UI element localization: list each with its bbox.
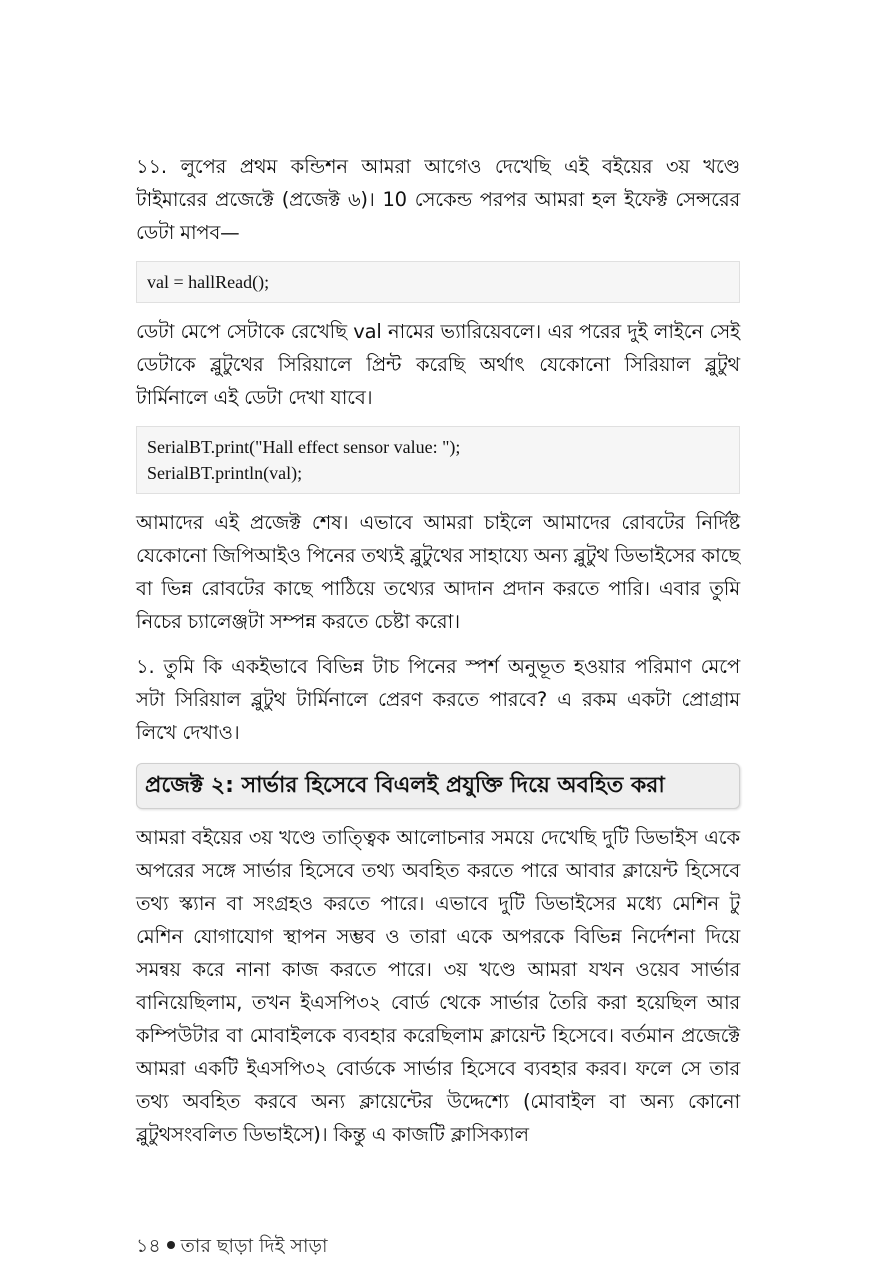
- page-number: ১৪: [136, 1235, 161, 1257]
- book-title: তার ছাড়া দিই সাড়া: [180, 1235, 328, 1257]
- code-line: SerialBT.print("Hall effect sensor value: ");: [147, 437, 461, 457]
- paragraph-val-variable: ডেটা মেপে সেটাকে রেখেছি val নামের ভ্যারিয়েবলে। এর পরের দুই লাইনে সেই ডেটাকে ব্লুটুথের সিরিয়ালে প্রিন্ট করেছি অর্থাৎ যেকোনো সিরিয়াল ব্লুটুথ টার্মিনালে এই ডেটা দেখা যাবে।: [136, 320, 740, 409]
- paragraph-ble-server: আমরা বইয়ের ৩য় খণ্ডে তাত্ত্বিক আলোচনার সময়ে দেখেছি দুটি ডিভাইস একে অপরের সঙ্গে সার্ভার হিসেবে তথ্য অবহিত করতে পারে আবার ক্লায়েন্ট হিসেবে তথ্য স্ক্যান বা সংগ্রহও করতে পারে। এভাবে দুটি ডিভাইসের মধ্যে মেশিন টু মেশিন যোগাযোগ স্থাপন সম্ভব ও তারা একে অপরকে বিভিন্ন নির্দেশনা দিয়ে সমন্বয় করে নানা কাজ করতে পারে। ৩য় খণ্ডে আমরা যখন ওয়েব সার্ভার বানিয়েছিলাম, তখন ইএসপি৩২ বোর্ড থেকে সার্ভার তৈরি করা হয়েছিল আর কম্পিউটার বা মোবাইলকে ব্যবহার করেছিলাম ক্লায়েন্ট হিসেবে। বর্তমান প্রজেক্টে আমরা একটি ইএসপি৩২ বোর্ডকে সার্ভার হিসেবে ব্যবহার করব। ফলে সে তার তথ্য অবহিত করবে অন্য ক্লায়েন্টের উদ্দেশ্যে (মোবাইল বা অন্য কোনো ব্লুটুথসংবলিত ডিভাইসে)। কিন্তু এ কাজটি ক্লাসিক্যাল: [136, 826, 740, 1146]
- paragraph-challenge: ১. তুমি কি একইভাবে বিভিন্ন টাচ পিনের স্পর্শ অনুভূত হওয়ার পরিমাণ মেপে সটা সিরিয়াল ব্লুটুথ টার্মিনালে প্রেরণ করতে পারবে? এ রকম একটা প্রোগ্রাম লিখে দেখাও।: [136, 655, 740, 744]
- code-line: SerialBT.println(val);: [147, 463, 303, 483]
- code-block-hall-read: [136, 261, 740, 303]
- page-content: [136, 150, 740, 1163]
- section-heading: প্রজেক্ট ২: সার্ভার হিসেবে বিএলই প্রযুক্তি দিয়ে অবহিত করা: [136, 763, 740, 809]
- paragraph-project-end: আমাদের এই প্রজেক্ট শেষ। এভাবে আমরা চাইলে আমাদের রোবটের নির্দিষ্ট যেকোনো জিপিআইও পিনের তথ্যই ব্লুটুথের সাহায্যে অন্য ব্লুটুথ ডিভাইসের কাছে বা ভিন্ন রোবটের কাছে পাঠিয়ে তথ্যের আদান প্রদান করতে পারি। এবার তুমি নিচের চ্যালেঞ্জটা সম্পন্ন করতে চেষ্টা করো।: [136, 511, 740, 633]
- code-block-serial-print: [136, 426, 740, 494]
- code-line: val = hallRead();: [147, 272, 270, 292]
- bullet-dot-icon: [167, 1241, 175, 1249]
- paragraph-loop-condition: ১১. লুপের প্রথম কন্ডিশন আমরা আগেও দেখেছি এই বইয়ের ৩য় খণ্ডে টাইমারের প্রজেক্টে (প্রজেক্ট ৬)। 10 সেকেন্ড পরপর আমরা হল ইফেক্ট সেন্সরের ডেটা মাপব—: [136, 155, 740, 244]
- page-footer: [136, 1232, 328, 1264]
